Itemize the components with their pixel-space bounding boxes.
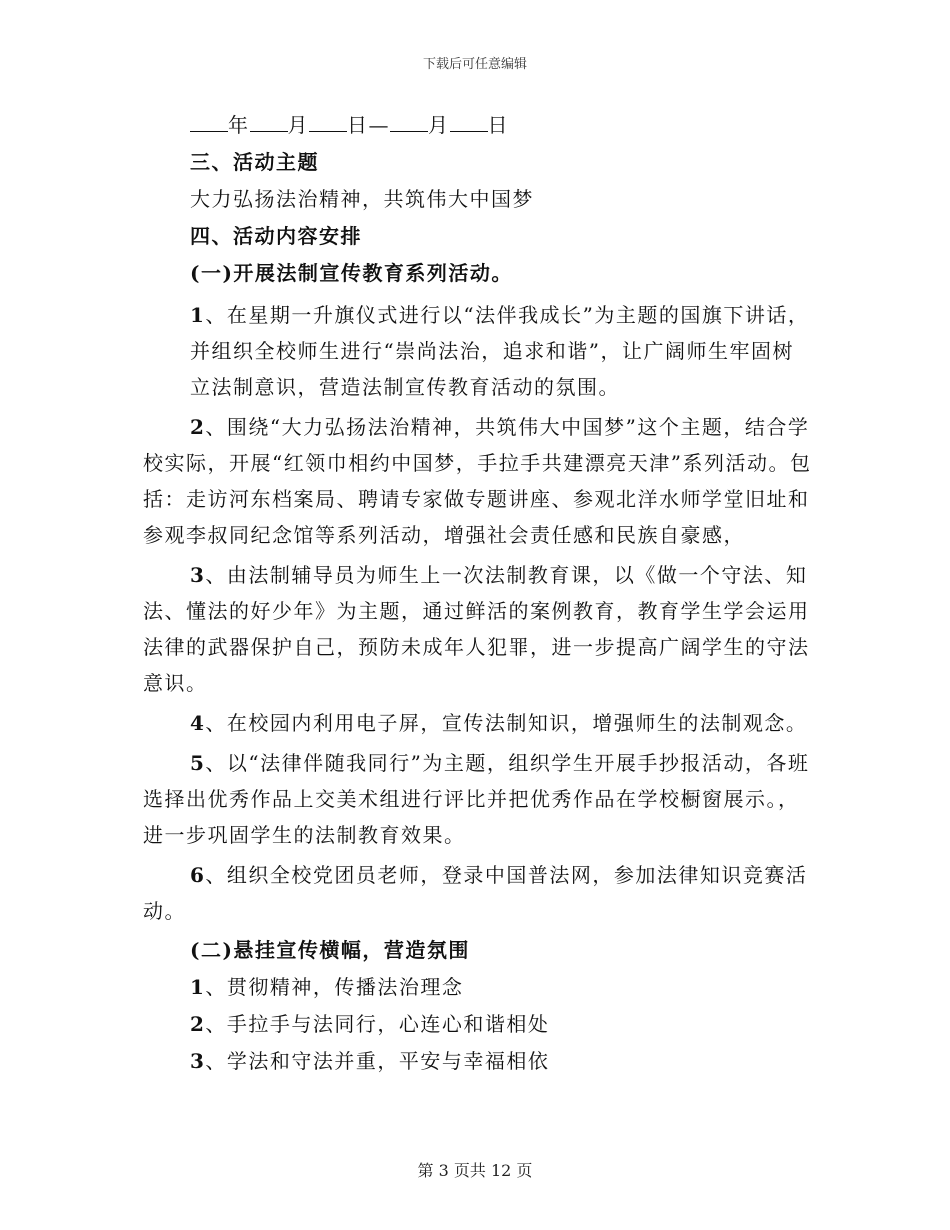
section3-text: 大力弘扬法治精神，共筑伟大中国梦 bbox=[190, 187, 534, 211]
list-item bbox=[143, 1011, 815, 1038]
blank-day bbox=[309, 111, 347, 132]
item-number: 3 bbox=[190, 563, 206, 587]
section4-title: 四、活动内容安排 bbox=[190, 224, 362, 248]
item-text: 、手拉手与法同行，心连心和谐相处 bbox=[205, 1012, 550, 1036]
item-number: 5 bbox=[190, 751, 206, 775]
list-item bbox=[143, 1048, 815, 1075]
item-number: 1 bbox=[190, 975, 206, 999]
sub1-title: (一)开展法制宣传教育系列活动。 bbox=[190, 261, 513, 285]
list-item bbox=[143, 857, 815, 929]
date-day: 日— bbox=[347, 113, 390, 137]
list-item bbox=[143, 557, 815, 701]
document-body bbox=[143, 111, 815, 1085]
blank-month2 bbox=[390, 111, 428, 132]
item-text: 、组织全校党团员老师，登录中国普法网，参加法律知识竞赛活动。 bbox=[143, 863, 808, 923]
item-number: 1 bbox=[190, 303, 206, 327]
date-line bbox=[143, 111, 815, 139]
date-month2: 月 bbox=[428, 113, 450, 137]
item-number: 4 bbox=[190, 711, 206, 735]
section3-title: 三、活动主题 bbox=[190, 150, 319, 174]
item-text: 、贯彻精神，传播法治理念 bbox=[205, 975, 464, 999]
list-item bbox=[143, 297, 815, 405]
page-header: 下载后可任意编辑 bbox=[422, 57, 527, 72]
list-item bbox=[143, 974, 815, 1001]
sub2-title: (二)悬挂宣传横幅，营造氛围 bbox=[190, 938, 470, 962]
item-text: 、由法制辅导员为师生上一次法制教育课，以《做一个守法、知法、懂法的好少年》为主题，通过鲜活的案例教育，教育学生学会运用法律的武器保护自己，预防未成年人犯罪，进一步提高广阔学生的守法意识。 bbox=[143, 563, 810, 695]
list-item bbox=[143, 705, 815, 741]
item-text: 、以“法律伴随我同行”为主题，组织学生开展手抄报活动，各班选择出优秀作品上交美术组进行评比并把优秀作品在学校橱窗展示。，进一步巩固学生的法制教育效果。 bbox=[143, 751, 810, 847]
date-month: 月 bbox=[287, 113, 309, 137]
page-footer: 第 3 页共 12 页 bbox=[417, 1161, 533, 1180]
item-number: 3 bbox=[190, 1049, 206, 1073]
blank-month bbox=[250, 111, 288, 132]
list-item bbox=[143, 409, 815, 553]
item-text: 、在校园内利用电子屏，宣传法制知识，增强师生的法制观念。 bbox=[205, 711, 808, 735]
blank-year bbox=[190, 111, 228, 132]
blank-day2 bbox=[450, 111, 488, 132]
item-text: 、围绕“大力弘扬法治精神，共筑伟大中国梦”这个主题，结合学校实际，开展“红领巾相约中国梦，手拉手共建漂亮天津”系列活动。包括：走访河东档案局、聘请专家做专题讲座、参观北洋水师学堂旧址和参观李叔同纪念馆等系列活动，增强社会责任感和民族自豪感， bbox=[143, 415, 812, 547]
date-day2: 日 bbox=[487, 113, 509, 137]
item-number: 2 bbox=[190, 415, 206, 439]
date-year: 年 bbox=[228, 113, 250, 137]
item-text: 、学法和守法并重，平安与幸福相依 bbox=[205, 1049, 550, 1073]
item-text: 、在星期一升旗仪式进行以“法伴我成长”为主题的国旗下讲话，并组织全校师生进行“崇尚法治，追求和谐”，让广阔师生牢固树立法制意识，营造法制宣传教育活动的氛围。 bbox=[190, 303, 810, 399]
item-number: 6 bbox=[190, 863, 206, 887]
list-item bbox=[143, 745, 815, 853]
item-number: 2 bbox=[190, 1012, 206, 1036]
